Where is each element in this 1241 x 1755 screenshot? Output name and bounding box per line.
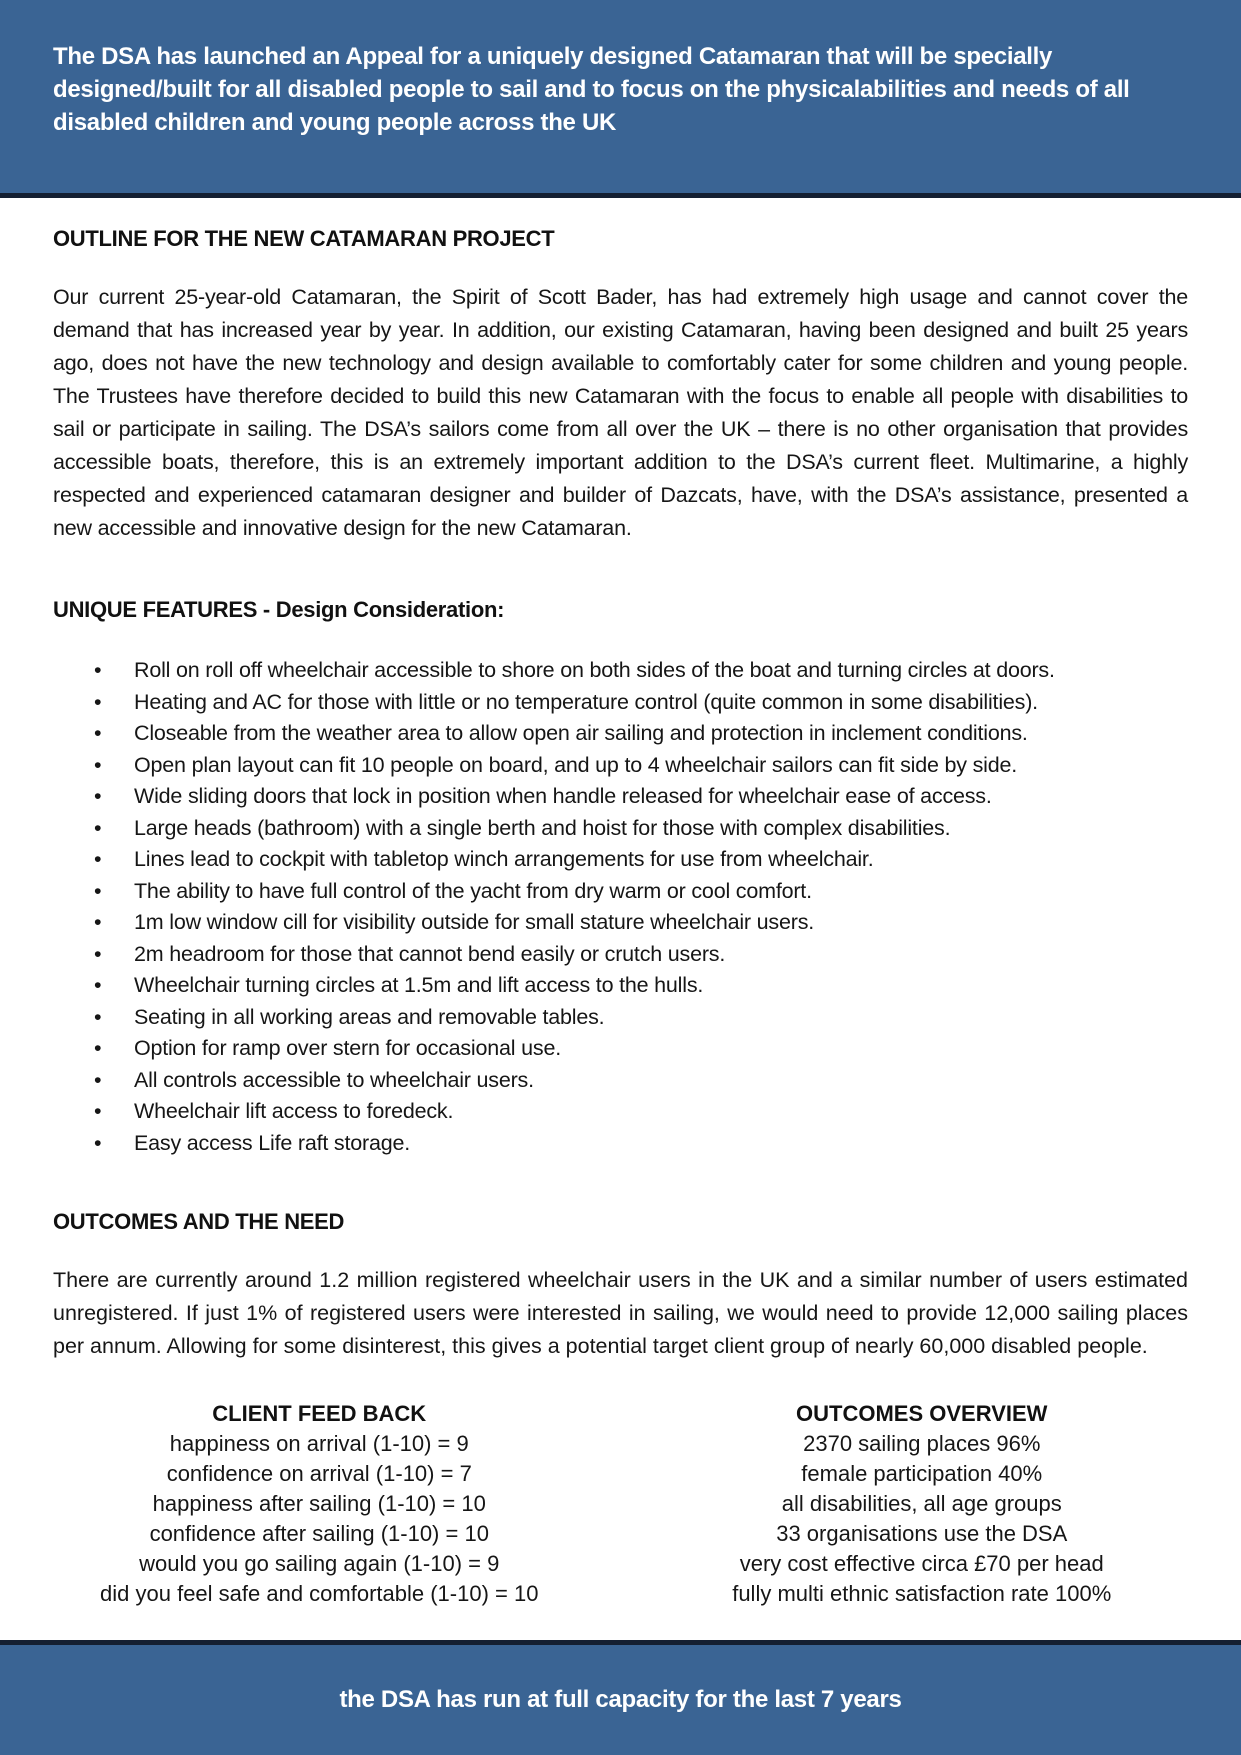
- feature-item: • Roll on roll off wheelchair accessible to shore on both sides of the boat and turning circles at doors.: [134, 655, 1188, 687]
- unique-features-heading: UNIQUE FEATURES - Design Consideration:: [53, 597, 505, 622]
- outcomes-overview-heading: OUTCOMES OVERVIEW: [796, 1401, 1048, 1426]
- outcomes-overview-line: fully multi ethnic satisfaction rate 100%: [732, 1581, 1112, 1606]
- outline-paragraph: Our current 25-year-old Catamaran, the Spirit of Scott Bader, has had extremely high usage and cannot cover the demand that has increased year by year. In addition, our existing Catamaran, having been designed and built 25 years ago, does not have the new technology and design available to comfortably cater for some children and young people. The Trustees have therefore decided to build this new Catamaran with the focus to enable all people with disabilities to sail or participate in sailing. The DSA’s sailors come from all over the UK – there is no other organisation that provides accessible boats, therefore, this is an extremely important addition to the DSA’s current fleet. Multimarine, a highly respected and experienced catamaran designer and builder of Dazcats, have, with the DSA’s assistance, presented a new accessible and innovative design for the new Catamaran.: [53, 285, 1188, 540]
- client-feedback-column: [53, 1399, 586, 1609]
- outcomes-paragraph: There are currently around 1.2 million registered wheelchair users in the UK and a similar number of users estimated unregistered. If just 1% of registered users were interested in sailing, we would need to provide 12,000 sailing places per annum. Allowing for some disinterest, this gives a potential target client group of nearly 60,000 disabled people.: [53, 1268, 1188, 1358]
- document-body: [0, 226, 1241, 1609]
- feature-item: • Large heads (bathroom) with a single berth and hoist for those with complex disabilities.: [134, 813, 1188, 845]
- feature-item: • Closeable from the weather area to allow open air sailing and protection in inclement conditions.: [134, 718, 1188, 750]
- feature-item: • Option for ramp over stern for occasional use.: [134, 1033, 1188, 1065]
- feature-item: • Heating and AC for those with little or no temperature control (quite common in some disabilities).: [134, 687, 1188, 719]
- client-feedback-line: confidence after sailing (1-10) = 10: [149, 1521, 489, 1546]
- outline-section-heading: OUTLINE FOR THE NEW CATAMARAN PROJECT: [53, 226, 555, 251]
- outcomes-overview-line: very cost effective circa £70 per head: [739, 1551, 1104, 1576]
- client-feedback-line: happiness after sailing (1-10) = 10: [152, 1491, 486, 1516]
- feature-item: • Open plan layout can fit 10 people on board, and up to 4 wheelchair sailors can fit side by side.: [134, 750, 1188, 782]
- outcomes-overview-line: 2370 sailing places 96%: [803, 1431, 1041, 1456]
- feature-item: • Wheelchair lift access to foredeck.: [134, 1096, 1188, 1128]
- footer-capacity-text: the DSA has run at full capacity for the last 7 years: [339, 1686, 902, 1713]
- client-feedback-heading: CLIENT FEED BACK: [212, 1401, 427, 1426]
- header-appeal-text: The DSA has launched an Appeal for a uniquely designed Catamaran that will be specially designed/built for all disabled people to sail and to focus on the physicalabilities and needs of all disabled children and young people across the UK: [53, 43, 1130, 136]
- feature-item: • 2m headroom for those that cannot bend easily or crutch users.: [134, 939, 1188, 971]
- feature-item: • All controls accessible to wheelchair users.: [134, 1065, 1188, 1097]
- feature-item: • Easy access Life raft storage.: [134, 1128, 1188, 1160]
- outcomes-overview-column: [656, 1399, 1189, 1609]
- feature-item: • The ability to have full control of the yacht from dry warm or cool comfort.: [134, 876, 1188, 908]
- feature-item: • Seating in all working areas and removable tables.: [134, 1002, 1188, 1034]
- features-list: [53, 655, 1188, 1159]
- client-feedback-line: confidence on arrival (1-10) = 7: [166, 1461, 472, 1486]
- outcomes-overview-line: all disabilities, all age groups: [781, 1491, 1062, 1516]
- outcomes-overview-line: 33 organisations use the DSA: [776, 1521, 1068, 1546]
- outcomes-overview-line: female participation 40%: [801, 1461, 1043, 1486]
- feature-item: • Lines lead to cockpit with tabletop winch arrangements for use from wheelchair.: [134, 844, 1188, 876]
- client-feedback-line: happiness on arrival (1-10) = 9: [169, 1431, 469, 1456]
- footer-banner: [0, 1640, 1241, 1755]
- client-feedback-line: would you go sailing again (1-10) = 9: [139, 1551, 500, 1576]
- feature-item: • 1m low window cill for visibility outside for small stature wheelchair users.: [134, 907, 1188, 939]
- feature-item: • Wide sliding doors that lock in position when handle released for wheelchair ease of access.: [134, 781, 1188, 813]
- outcomes-section-heading: OUTCOMES AND THE NEED: [53, 1209, 345, 1234]
- feature-item: • Wheelchair turning circles at 1.5m and lift access to the hulls.: [134, 970, 1188, 1002]
- client-feedback-line: did you feel safe and comfortable (1-10) = 10: [100, 1581, 539, 1606]
- stats-columns: [53, 1399, 1188, 1609]
- header-banner: [0, 0, 1241, 198]
